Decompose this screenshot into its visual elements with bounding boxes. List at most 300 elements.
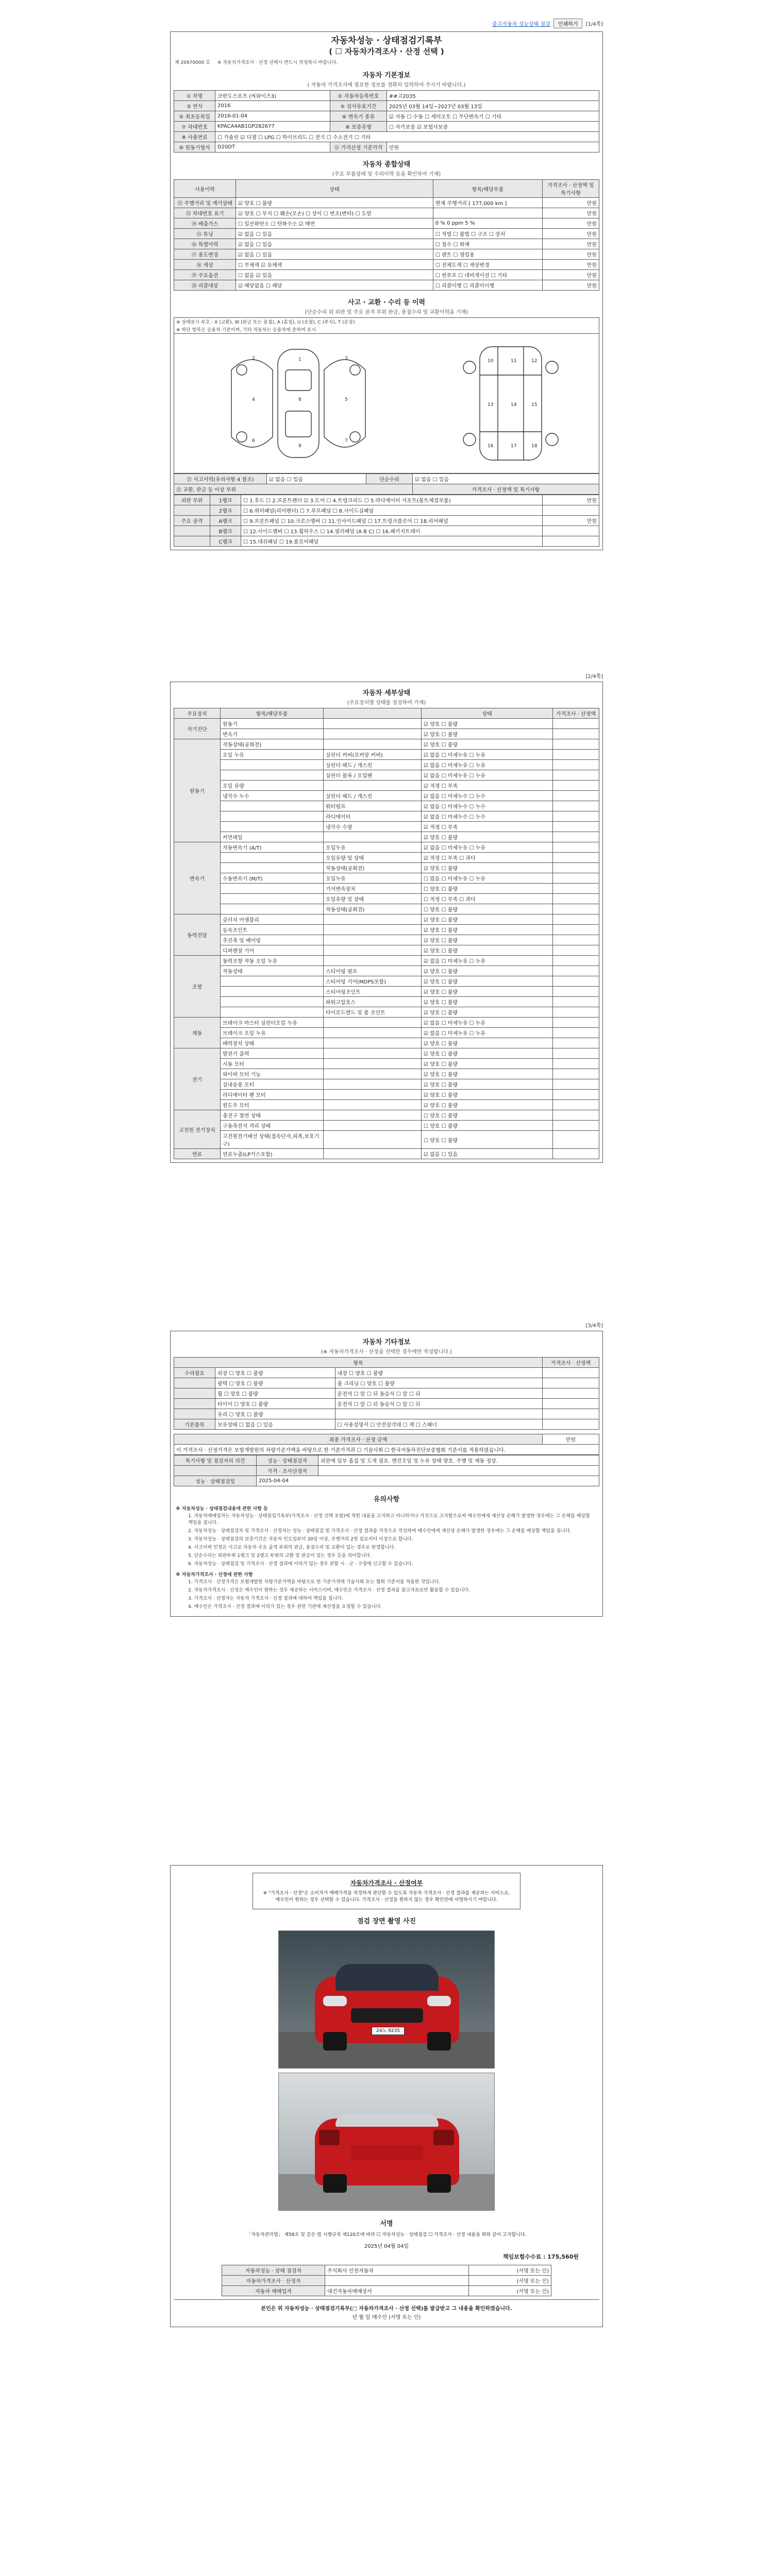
basic-row [174,122,599,132]
inspection-link[interactable]: 중고자동차 성능상태 점검 [492,22,550,27]
other-info-head-price: 가격조사 · 산정액 [543,1358,599,1368]
exchange-row [174,495,599,505]
detail-state: ☑ 없음 ☐ 있음 [422,1149,553,1159]
exchange-rank: C랭크 [210,536,241,547]
detail-price [553,781,599,791]
detail-state: ☑ 양호 ☐ 불량 [422,935,553,945]
basic-value: 코란도스포츠 (씨와이즈3) [215,91,330,101]
basic-value: 만원 [386,142,599,152]
detail-part [324,781,422,791]
detail-item: 작동상태(공회전) [221,739,324,750]
general-price: 만원 [543,198,599,208]
detail-price [553,739,599,750]
detail-part: 스티어링 펌프 [324,966,422,976]
note-paragraph: 1. 자동차매매업자는 자동차성능 · 상태점검기록부(가격조사 · 산정 선택 포함)에 적힌 내용을 고지하고 아니하거나 거짓으로 고지함으로써 매수인에게 재산상 손해가 발생한 경우에는 그 손해를 배상할 책임을 집니다. [188,1514,590,1526]
detail-item: 구동축전지 격리 상태 [221,1121,324,1131]
detail-part [324,1018,422,1028]
diagram-label: 11 [511,359,517,364]
detail-row [174,894,599,904]
general-detail: ☐ 리콜이행 ☐ 리콜미이행 [433,280,542,291]
detail-item: 발전기 출력 [221,1048,324,1059]
price-option-title: 자동차가격조사 · 산정여부 [350,1879,423,1887]
receiver-signature: 년 월 일 매수인 (서명 또는 인) [352,2315,421,2320]
detail-row [174,729,599,739]
general-price: 만원 [543,218,599,229]
detail-row [174,1110,599,1121]
general-state: ☐ 없음 ☑ 있음 [236,270,433,280]
detail-state: ☑ 양호 ☐ 불량 [422,1038,553,1048]
exchange-price [543,536,599,547]
accident-history-label: ㉑ 사고이력(유의사항 4 참조) [174,474,267,484]
detail-item [221,884,324,894]
detail-row [174,811,599,822]
detail-row [174,853,599,863]
detail-row [174,904,599,914]
general-row [174,249,599,260]
top-toolbar [170,15,603,31]
general-price: 만원 [543,208,599,218]
detail-part [324,1149,422,1159]
document-title: 자동차성능 · 상태점검기록부 [331,36,442,46]
detail-row [174,822,599,832]
note-paragraph: 6. 자동차성능 · 상태점검 및 가격조사 · 산정 결과에 이의가 있는 경우 관할 시 · 군 · 구청에 신고할 수 있습니다. [188,1562,413,1567]
general-row [174,218,599,229]
general-key: ⑯ 특별이력 [174,239,236,249]
general-row [174,239,599,249]
detail-item: 냉각수 누수 [221,791,324,801]
detail-part [324,914,422,925]
general-detail: ☐ 전체도색 ☐ 색상변경 [433,260,542,270]
note-paragraph: 2. 자동차가격조사 · 산정은 매수인이 원하는 경우 제공하는 서비스이며, 매수인은 가격조사 · 산정 결과를 참고자료로만 활용할 수 있습니다. [188,1588,470,1593]
exchange-rank: 1랭크 [210,495,241,505]
diagram-label: 5 [345,397,348,402]
detail-part [324,1059,422,1069]
detail-row [174,781,599,791]
general-price: 만원 [543,229,599,239]
detail-price [553,894,599,904]
detail-item [221,822,324,832]
inspector-opinion: 외관에 일부 흠집 및 도색 필요. 엔진오일 및 누유 상태 양호. 주행 및 제동 정상. [318,1455,599,1466]
other-b: ☐ 사용설명서 ☐ 안전삼각대 ☐ 잭 ☐ 스패너 [335,1419,542,1430]
detail-group: 자기진단 [174,719,221,739]
detail-table [174,708,599,1159]
general-detail: ☐ 렌트 ☐ 영업용 [433,249,542,260]
detail-price [553,842,599,853]
detail-state: ☑ 없음 ☐ 미세누유 ☐ 누유 [422,1028,553,1038]
other-a: 광택 ☐ 양호 ☐ 불량 [215,1378,335,1388]
detail-price [553,987,599,997]
page-4 [170,1865,603,2327]
detail-price [553,719,599,729]
detail-part: 기어변속장치 [324,884,422,894]
basic-value: KPACA4AB1GP282677 [215,122,330,132]
basic-value: ☐ 자가보증 ☑ 보험사보증 [386,122,599,132]
detail-price [553,822,599,832]
general-state-table [174,179,599,291]
basic-key: ④ 검사유효기간 [330,101,386,111]
detail-item [221,894,324,904]
exchange-items: ☐ 6.쿼터패널(리어펜더) ☐ 7.루프패널 ☐ 8.사이드실패널 [241,505,543,516]
other-row [174,1409,599,1419]
accident-note: ※ 상태표시 부호 : X (교환), W (판금 또는 용접), A (흠집), U (요철), C (부식), T (손상) [176,320,355,325]
general-detail [433,208,542,218]
detail-part: 오일유량 및 상태 [324,853,422,863]
detail-price [553,945,599,956]
document-subtitle: ( ☐ 자동차가격조사 · 산정 선택 ) [329,47,444,56]
detail-item [221,976,324,987]
detail-row [174,956,599,966]
general-state: ☑ 없음 ☐ 있음 [236,249,433,260]
detail-part [324,719,422,729]
detail-group: 조향 [174,956,221,1018]
detail-price [553,1038,599,1048]
detail-item [221,904,324,914]
final-price-unit: 만원 [543,1434,599,1445]
detail-part [324,1131,422,1149]
detail-price [553,1079,599,1090]
detail-part [324,956,422,966]
detail-state: ☑ 적정 ☐ 부족 ☐ 과다 [422,853,553,863]
other-row [174,1378,599,1388]
basic-info-title: 자동차 기본정보 [362,72,411,79]
sign-signature-field[interactable]: (서명 또는 인) [469,2286,551,2296]
general-detail: ☐ 적법 ☐ 불법 ☐ 구조 ☐ 장치 [433,229,542,239]
detail-price [553,1121,599,1131]
doc-notice: ※ 자동차가격조사 · 산정 선택시 반드시 작성하시 바랍니다. [217,60,338,65]
other-price [543,1409,599,1419]
other-info-sub: (※ 자동차가격조사 · 산정을 선택한 경우에만 작성합니다.) [321,1349,452,1355]
detail-group: 변속기 [174,842,221,914]
general-head-cell: 상태 [236,180,433,198]
diagram-label: 2 [252,356,255,361]
detail-sub: (주요장치별 상태를 점검하여 기재) [347,700,426,706]
exchange-items: ☐ 1.후드 ☐ 2.프론트펜더 ☑ 3.도어 ☐ 4.트렁크리드 ☐ 5.라디에이터 서포트(볼트체결부품) [241,495,543,505]
notes-b-list [174,1578,599,1613]
detail-head-cell: 주요장치 [174,708,221,719]
exchange-price [543,505,599,516]
detail-state: ☑ 양호 ☐ 불량 [422,987,553,997]
page-counter: [2/4쪽] [585,674,603,680]
detail-state: ☑ 양호 ☐ 불량 [422,976,553,987]
sign-role: 자동차성능 · 상태 점검자 [222,2265,325,2276]
license-plate: 24노 9235 [372,2027,405,2035]
other-info-title: 자동차 기타정보 [362,1338,411,1346]
detail-row [174,914,599,925]
sign-signature-field[interactable]: (서명 또는 인) [469,2265,551,2276]
exchange-head: 가격조사 · 산정액 및 특기사항 [413,484,599,495]
accident-notes [174,317,599,334]
detail-item: 실내송풍 모터 [221,1079,324,1090]
other-key [174,1378,215,1388]
detail-price [553,1007,599,1018]
detail-part [324,832,422,842]
detail-row [174,945,599,956]
detail-price [553,1131,599,1149]
detail-part: 실린더 헤드 / 개스킷 [324,791,422,801]
general-state: ☑ 양호 ☐ 부식 ☐ 훼손(오손) ☐ 상이 ☐ 변조(변타) ☐ 도말 [236,208,433,218]
sign-row [222,2276,551,2286]
sign-statement: 「자동차관리법」 제58조 및 같은 법 시행규칙 제120조에 따라 ☐ 자동차성능 · 상태점검 ☐ 가격조사 · 산정 내용을 위와 같이 고지합니다. [246,2232,527,2238]
basic-key: ⑦ 차대번호 [174,122,215,132]
detail-state: ☑ 양호 ☐ 불량 [422,945,553,956]
detail-part [324,925,422,935]
detail-row [174,719,599,729]
sign-signature-field[interactable]: (서명 또는 인) [469,2276,551,2286]
general-detail: 0 % 0 ppm 5 % [433,218,542,229]
detail-item: 원동기 [221,719,324,729]
detail-item: 윈도우 모터 [221,1100,324,1110]
detail-part: 실린더 커버(로커암 커버) [324,750,422,760]
detail-item [221,811,324,822]
detail-state: ☑ 양호 ☐ 불량 [422,832,553,842]
detail-state: ☑ 양호 ☐ 불량 [422,739,553,750]
detail-item: 커먼레일 [221,832,324,842]
diagram-label: 15 [531,402,537,408]
general-state: ☑ 양호 ☐ 불량 [236,198,433,208]
detail-row [174,1018,599,1028]
detail-price [553,1069,599,1079]
detail-row [174,739,599,750]
detail-price [553,956,599,966]
basic-row [174,101,599,111]
detail-part [324,729,422,739]
detail-row [174,770,599,781]
exchange-group [174,536,210,547]
detail-state: ☑ 양호 ☐ 불량 [422,863,553,873]
detail-part [324,935,422,945]
exchange-items: ☐ 9.프론트패널 ☐ 10.크로스멤버 ☐ 11.인사이드패널 ☐ 17.트렁크플로어 ☐ 18.리어패널 [241,516,543,526]
other-b: 내장 ☐ 양호 ☐ 불량 [335,1368,542,1378]
exchange-price [543,526,599,536]
general-row [174,198,599,208]
detail-item: 동력조향 작동 오일 누유 [221,956,324,966]
basic-key: ③ 연식 [174,101,215,111]
basic-key: ⑥ 변속기 종류 [330,111,386,122]
other-price [543,1388,599,1399]
inspector-key [174,1466,257,1476]
detail-price [553,873,599,884]
detail-state: ☑ 없음 ☐ 미세누유 ☐ 누유 [422,842,553,853]
detail-item: 수동변속기 (M/T) [221,873,324,884]
detail-item [221,760,324,770]
general-key: ⑰ 용도변경 [174,249,236,260]
other-key: 기본품목 [174,1419,215,1430]
exchange-group: 주요 골격 [174,516,210,526]
accident-title: 사고 · 교환 · 수리 등 이력 [347,299,426,307]
detail-price [553,1028,599,1038]
detail-price [553,832,599,842]
exchange-row [174,516,599,526]
exchange-row [174,536,599,547]
detail-part [324,1028,422,1038]
detail-price [553,1100,599,1110]
general-state: ☐ 일산화탄소 ☐ 탄화수소 ☑ 매연 [236,218,433,229]
page-1 [170,15,603,550]
detail-group: 연료 [174,1149,221,1159]
inspector-sub: 가격 · 조사산정자 [257,1466,318,1476]
diagram-label: 6 [252,438,255,444]
other-b: 운전석 ☐ 앞 ☐ 뒤 동승석 ☐ 앞 ☐ 뒤 [335,1399,542,1409]
diagram-label: 1 [298,357,301,362]
other-info-table [174,1357,599,1430]
notes-title: 유의사항 [373,1496,400,1503]
form-frame-2 [170,682,603,1163]
exchange-rank: 2랭크 [210,505,241,516]
detail-state: ☑ 양호 ☐ 불량 [422,719,553,729]
price-option-body: ※ "가격조사 · 산정"은 소비자가 매매가격을 적정하게 판단할 수 있도록 자동차 가격조사 · 산정 결과를 제공하는 서비스로, 매수인이 원하는 경우 선택할 수 있습니다. 가격조사 · 산정을 원하지 않는 경우 확인란에 서명하시기 바랍니다. [263,1891,510,1903]
detail-item [221,1007,324,1018]
other-price [543,1378,599,1388]
simple-repair-value: ☑ 없음 ☐ 있음 [413,474,599,484]
basic-row [174,142,599,152]
other-key [174,1399,215,1409]
basic-key: ① 차명 [174,91,215,101]
notes-b-title: ※ 자동차가격조사 · 산정에 관한 사항 [176,1572,253,1578]
sign-org [325,2276,469,2286]
notes-a-title: ※ 자동차성능 · 상태점검내용에 관한 사항 등 [176,1506,268,1512]
diagram-label: 4 [252,397,255,402]
diagram-label: 13 [488,402,494,408]
detail-part [324,1069,422,1079]
doc-number: 제 20970000 호 [175,60,210,65]
exchange-group [174,505,210,516]
detail-row [174,750,599,760]
detail-price [553,904,599,914]
print-button[interactable]: 인쇄하기 [553,19,583,28]
detail-row [174,791,599,801]
diagram-label: 7 [345,438,348,444]
general-detail: ☐ 썬루프 ☐ 네비게이션 ☐ 기타 [433,270,542,280]
detail-part [324,739,422,750]
basic-row [174,132,599,142]
note-paragraph: 2. 자동차성능 · 상태점검자 및 가격조사 · 산정자는 성능 · 상태점검 및 가격조사 · 산정 결과를 거짓으로 작성하여 매수인에게 재산상 손해가 발생한 경우에는 그 손해를 배상할 책임을 집니다. [188,1529,572,1534]
detail-state: ☐ 양호 ☐ 불량 [422,904,553,914]
detail-item: 배력장치 상태 [221,1038,324,1048]
general-head-cell: 사용이력 [174,180,236,198]
detail-item: 자동변속기 (A/T) [221,842,324,853]
detail-price [553,976,599,987]
detail-state: ☐ 양호 ☐ 불량 [422,1110,553,1121]
detail-price [553,1018,599,1028]
detail-row [174,925,599,935]
detail-price [553,925,599,935]
other-row [174,1419,599,1430]
detail-part [324,1079,422,1090]
detail-price [553,1110,599,1121]
detail-row [174,1121,599,1131]
detail-row [174,884,599,894]
sign-role: 자동차 매매업자 [222,2286,325,2296]
basic-key: ⑩ 원동기형식 [174,142,215,152]
detail-part: 라디에이터 [324,811,422,822]
detail-price [553,935,599,945]
detail-state: ☐ 양호 ☐ 불량 [422,884,553,894]
detail-state: ☑ 양호 ☐ 불량 [422,1100,553,1110]
detail-row [174,760,599,770]
detail-state: ☐ 적정 ☐ 부족 ☐ 과다 [422,894,553,904]
detail-price [553,791,599,801]
detail-part: 파워고압호스 [324,997,422,1007]
other-a: 휠 ☐ 양호 ☐ 불량 [215,1388,335,1399]
detail-row [174,863,599,873]
accident-note: ※ 하단 항목은 승용차 기준이며, 기타 자동차는 승용차에 준하여 표시 [176,328,316,333]
basic-value: 2025년 03월 14일~2027년 03월 13일 [386,101,599,111]
sign-table [222,2265,551,2296]
diagram-label: 14 [511,402,517,408]
general-price: 만원 [543,239,599,249]
detail-state: ☑ 양호 ☐ 불량 [422,1007,553,1018]
general-row [174,280,599,291]
detail-row [174,873,599,884]
page-3 [170,1319,603,1617]
accident-history-value: ☑ 없음 ☐ 있음 [267,474,366,484]
inspector-table [174,1455,599,1486]
detail-group: 전기 [174,1048,221,1110]
basic-value: 2016 [215,101,330,111]
general-head-cell: 가격조사 · 산정액 및 특기사항 [543,180,599,198]
general-detail: ☐ 침수 ☐ 화재 [433,239,542,249]
car-frame-diagram [449,339,573,468]
basic-row [174,91,599,101]
detail-price [553,997,599,1007]
detail-row [174,966,599,976]
accident-sub: (단순수리 외 외판 및 주요 골격 부위 판금, 용접수리 및 교환이력을 기재) [305,310,468,315]
other-row [174,1368,599,1378]
detail-head-cell: 가격조사 · 산정액 [553,708,599,719]
page-2 [170,670,603,1163]
general-key: ⑱ 색상 [174,260,236,270]
receiver-statement: 본인은 위 자동차성능 · 상태점검기록부(□ 자동차가격조사 · 산정 선택)를 발급받고 그 내용을 확인하였습니다. [174,2299,599,2313]
page-counter: [1/4쪽] [585,22,603,27]
detail-price [553,760,599,770]
detail-price [553,884,599,894]
general-key: ⑲ 주요옵션 [174,270,236,280]
detail-item: 브레이크 오일 누유 [221,1028,324,1038]
note-paragraph: 5. 단순수리는 외판부위 1랭크 및 2랭크 부위의 교환 및 판금이 있는 경우 등을 의미합니다. [188,1553,372,1558]
photo-title: 점검 장면 촬영 사진 [357,1918,416,1925]
detail-price [553,811,599,822]
detail-title: 자동차 세부상태 [362,689,411,697]
detail-price [553,770,599,781]
detail-state: ☑ 양호 ☐ 불량 [422,729,553,739]
general-state-title: 자동차 종합상태 [362,161,411,168]
detail-item: 충전구 절연 상태 [221,1110,324,1121]
note-paragraph: 1. 가격조사 · 산정가격은 보험개발원 차량기준가액을 바탕으로 한 기준가격에 기술사회 또는 협회 기준서를 적용한 것입니다. [188,1580,441,1585]
diagram-label: 3 [345,356,348,361]
final-price-table [174,1434,599,1455]
car-diagram [174,334,599,473]
detail-part: 오일누유 [324,873,422,884]
detail-item: 라디에이터 팬 모터 [221,1090,324,1100]
exchange-price: 만원 [543,495,599,505]
detail-price [553,729,599,739]
note-paragraph: 3. 가격조사 · 산정자는 자동차 가격조사 · 산정 결과에 대하여 책임을 집니다. [188,1596,343,1601]
exchange-group [174,526,210,536]
inspector-sub: 성능 · 상태점검자 [257,1455,318,1466]
detail-item: 작동상태 [221,966,324,976]
detail-item: 클러치 어셈블리 [221,914,324,925]
detail-state: ☑ 없음 ☐ 미세누유 ☐ 누유 [422,770,553,781]
detail-row [174,1079,599,1090]
detail-item [221,987,324,997]
basic-value: ##고2035 [386,91,599,101]
detail-part [324,945,422,956]
detail-state: ☑ 양호 ☐ 불량 [422,1090,553,1100]
detail-price [553,1048,599,1059]
general-state: ☐ 무채색 ☑ 유채색 [236,260,433,270]
general-row [174,260,599,270]
detail-row [174,1007,599,1018]
